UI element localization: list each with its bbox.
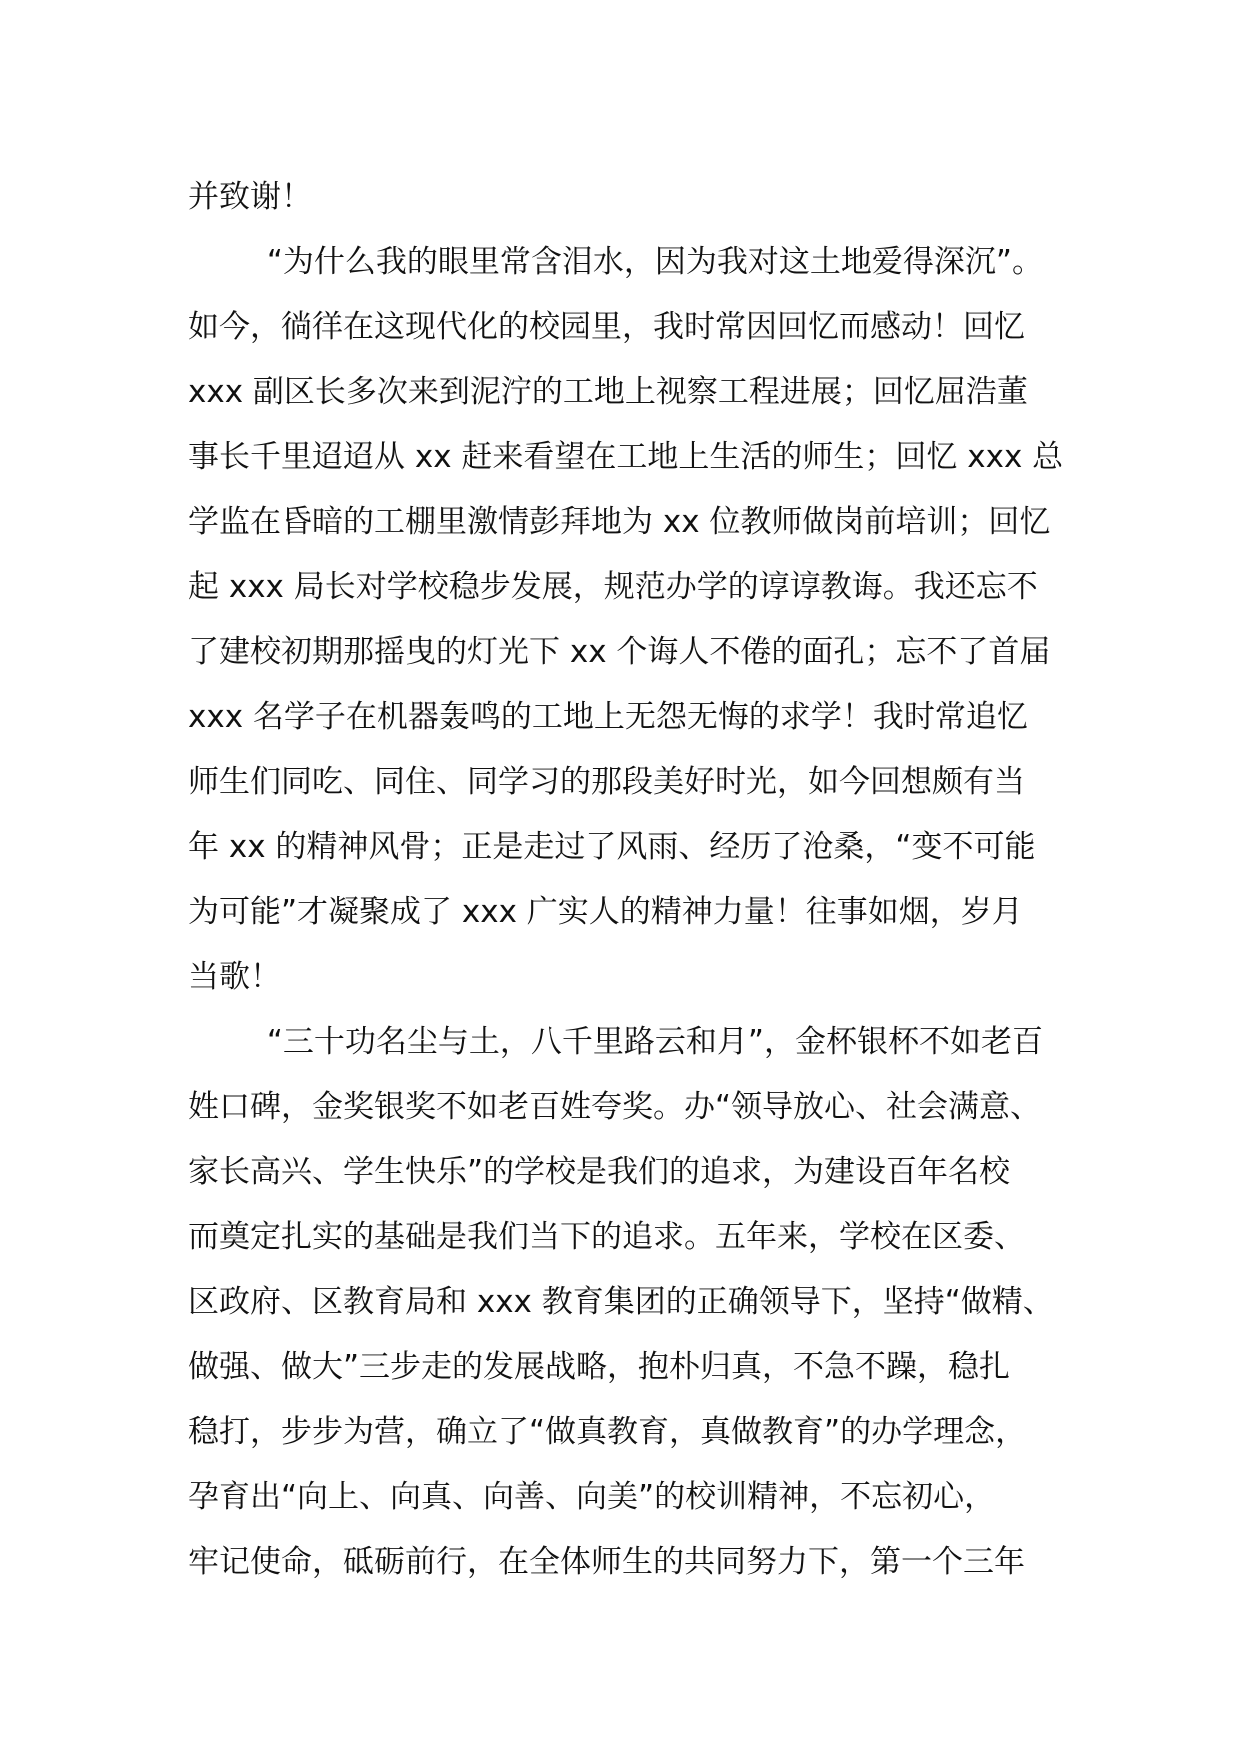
text-line: 并致谢！: [188, 179, 312, 215]
text-line: 如今，徜徉在这现代化的校园里，我时常因回忆而感动！回忆: [188, 309, 1025, 345]
text-line: 姓口碑，金奖银奖不如老百姓夸奖。办“领导放心、社会满意、: [188, 1089, 1042, 1125]
text-line: 学监在昏暗的工棚里激情彭拜地为 xx 位教师做岗前培训；回忆: [188, 504, 1051, 540]
text-line: 师生们同吃、同住、同学习的那段美好时光，如今回想颇有当: [188, 764, 1025, 800]
text-line: 做强、做大”三步走的发展战略，抱朴归真，不急不躁，稳扎: [188, 1349, 1011, 1385]
text-line: 区政府、区教育局和 xxx 教育集团的正确领导下，坚持“做精、: [188, 1284, 1054, 1320]
text-line: 年 xx 的精神风骨；正是走过了风雨、经历了沧桑，“变不可能: [188, 829, 1036, 865]
text-line: “三十功名尘与土，八千里路云和月”，金杯银杯不如老百: [188, 1024, 1043, 1060]
text-line: 了建校初期那摇曳的灯光下 xx 个诲人不倦的面孔；忘不了首届: [188, 634, 1051, 670]
text-line: xxx 副区长多次来到泥泞的工地上视察工程进展；回忆屈浩董: [188, 374, 1028, 410]
text-line: 而奠定扎实的基础是我们当下的追求。五年来，学校在区委、: [188, 1219, 1025, 1255]
text-line: “为什么我的眼里常含泪水，因为我对这土地爱得深沉”。: [188, 244, 1043, 280]
text-line: 起 xxx 局长对学校稳步发展，规范办学的谆谆教诲。我还忘不: [188, 569, 1038, 605]
body-text: [188, 165, 1088, 1595]
text-line: 为可能”才凝聚成了 xxx 广实人的精神力量！往事如烟，岁月: [188, 894, 1023, 930]
text-line: 当歌！: [188, 959, 281, 995]
text-line: xxx 名学子在机器轰鸣的工地上无怨无悔的求学！我时常追忆: [188, 699, 1028, 735]
text-line: 稳打，步步为营，确立了“做真教育，真做教育”的办学理念，: [188, 1414, 1027, 1450]
text-line: 事长千里迢迢从 xx 赶来看望在工地上生活的师生；回忆 xxx 总: [188, 439, 1064, 475]
text-line: 孕育出“向上、向真、向善、向美”的校训精神，不忘初心，: [188, 1479, 996, 1515]
text-line: 家长高兴、学生快乐”的学校是我们的追求，为建设百年名校: [188, 1154, 1011, 1190]
text-line: 牢记使命，砥砺前行，在全体师生的共同努力下，第一个三年: [188, 1544, 1025, 1580]
